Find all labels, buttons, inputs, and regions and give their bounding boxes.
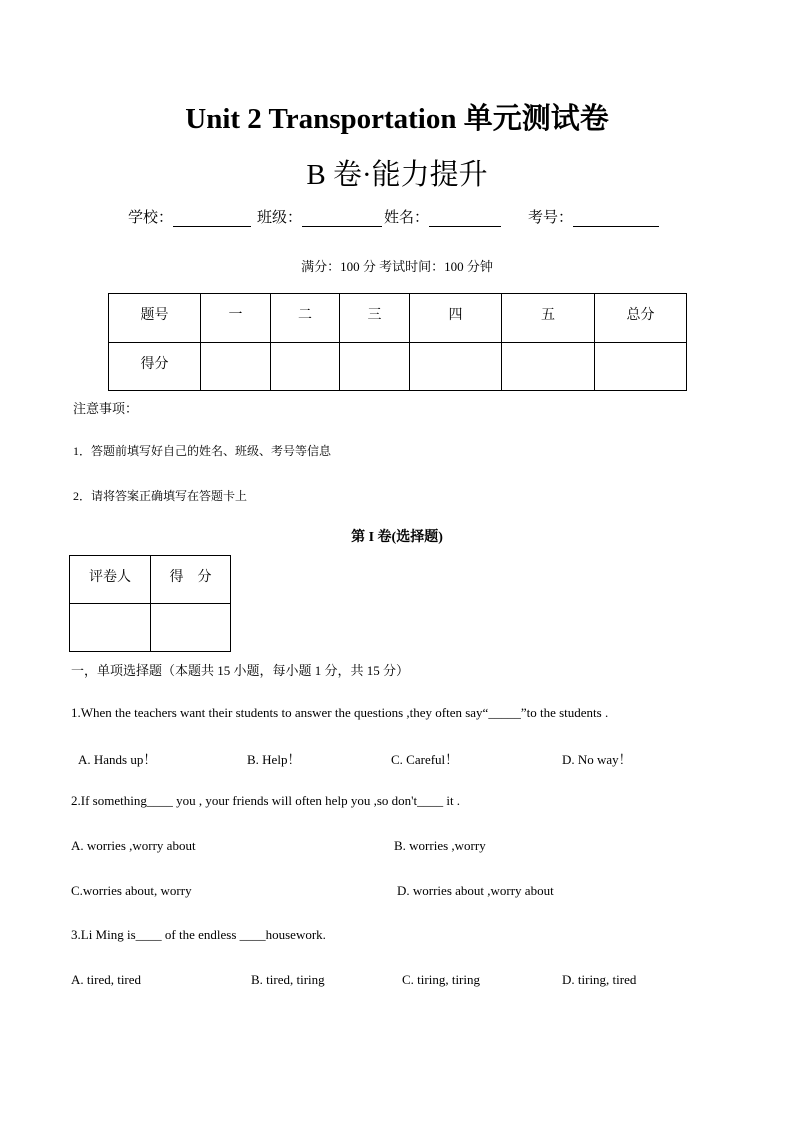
score-input-cell[interactable] — [201, 343, 271, 391]
score-input-cell[interactable] — [271, 343, 340, 391]
option-c[interactable]: C. Careful！ — [391, 752, 459, 767]
note-item: 2．请将答案正确填写在答题卡上 — [73, 489, 248, 503]
exam-number-field — [528, 206, 659, 227]
name-label: 姓名： — [384, 210, 430, 226]
class-label: 班级： — [257, 210, 303, 226]
score-row-label: 得分 — [109, 343, 201, 391]
score-cell: 二 — [271, 294, 340, 343]
grader-table — [69, 555, 231, 652]
score-input-cell[interactable] — [595, 343, 687, 391]
exam-number-label: 考号： — [528, 210, 574, 226]
score-cell: 总分 — [595, 294, 687, 343]
option-a[interactable]: A. Hands up！ — [78, 752, 157, 767]
score-table — [108, 293, 687, 391]
score-input-cell[interactable] — [340, 343, 410, 391]
school-label: 学校： — [128, 210, 174, 226]
option-a[interactable]: A. worries ,worry about — [71, 838, 196, 853]
option-d[interactable]: D. worries about ,worry about — [397, 883, 554, 898]
section-title: 第 I 卷(选择题) — [351, 530, 443, 545]
score-input-cell[interactable] — [410, 343, 502, 391]
option-a[interactable]: A. tired, tired — [71, 972, 142, 987]
grader-table-header-row — [70, 556, 231, 604]
option-c[interactable]: C. tiring, tiring — [402, 972, 480, 987]
score-cell: 题号 — [109, 294, 201, 343]
school-blank — [173, 211, 251, 227]
option-b[interactable]: B. worries ,worry — [394, 838, 486, 853]
option-b[interactable]: B. Help！ — [247, 752, 301, 767]
document-title: Unit 2 Transportation 单元测试卷 — [185, 103, 609, 135]
option-b[interactable]: B. tired, tiring — [251, 972, 325, 987]
score-cell: 一 — [201, 294, 271, 343]
grader-table-input-row — [70, 604, 231, 652]
document-subtitle: B 卷·能力提升 — [306, 159, 488, 191]
score-input-cell[interactable] — [502, 343, 595, 391]
name-blank — [429, 211, 501, 227]
school-field — [128, 206, 251, 227]
grader-score-input-cell[interactable] — [151, 604, 231, 652]
score-table-score-row — [109, 343, 687, 391]
grader-input-cell[interactable] — [70, 604, 151, 652]
option-c[interactable]: C.worries about, worry — [71, 883, 192, 898]
question-stem: 3.Li Ming is____ of the endless ____housework. — [71, 927, 326, 942]
grader-score-label: 得 分 — [151, 556, 231, 604]
option-d[interactable]: D. tiring, tired — [562, 972, 637, 987]
exam-number-blank — [573, 211, 659, 227]
question-stem: 2.If something____ you , your friends will often help you ,so don't____ it . — [71, 793, 461, 808]
exam-meta: 满分：100 分 考试时间：100 分钟 — [301, 259, 493, 274]
score-table-header-row — [109, 294, 687, 343]
name-field — [384, 206, 501, 227]
note-item: 1．答题前填写好自己的姓名、班级、考号等信息 — [73, 444, 332, 458]
notes-heading: 注意事项： — [73, 401, 139, 416]
grader-label: 评卷人 — [70, 556, 151, 604]
class-blank — [302, 211, 382, 227]
class-field — [257, 206, 382, 227]
score-cell: 三 — [340, 294, 410, 343]
part1-heading: 一，单项选择题（本题共 15 小题，每小题 1 分，共 15 分） — [71, 663, 410, 678]
score-cell: 五 — [502, 294, 595, 343]
question-stem: 1.When the teachers want their students to answer the questions ,they often say“_____”to the students . — [71, 705, 609, 720]
option-d[interactable]: D. No way！ — [562, 752, 632, 767]
score-cell: 四 — [410, 294, 502, 343]
